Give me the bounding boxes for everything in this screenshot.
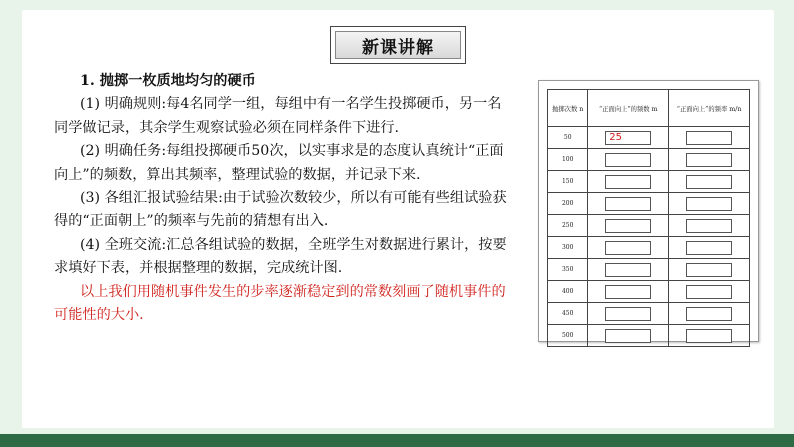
lesson-text xyxy=(54,70,514,327)
heads-frequency-input[interactable] xyxy=(686,241,732,255)
trials-cell: 500 xyxy=(548,325,588,347)
heads-count-input[interactable] xyxy=(605,175,651,189)
heads-frequency-input[interactable] xyxy=(686,175,732,189)
table-row xyxy=(548,325,750,347)
heads-count-input[interactable] xyxy=(605,153,651,167)
table-row xyxy=(548,215,750,237)
trials-cell: 100 xyxy=(548,149,588,171)
table-row xyxy=(548,281,750,303)
heads-frequency-input[interactable] xyxy=(686,197,732,211)
trials-cell: 250 xyxy=(548,215,588,237)
heads-count-input[interactable] xyxy=(605,197,651,211)
step-4-paragraph: (4) 全班交流:汇总各组试验的数据，全班学生对数据进行累计，按要求填好下表，并根据整理的数据，完成统计图. xyxy=(54,236,507,277)
table-row xyxy=(548,171,750,193)
heads-count-input[interactable] xyxy=(605,307,651,321)
heads-frequency-input[interactable] xyxy=(686,285,732,299)
conclusion-paragraph: 以上我们用随机事件发生的步率逐渐稳定到的常数刻画了随机事件的可能性的大小. xyxy=(54,283,506,324)
step-3-paragraph: (3) 各组汇报试验结果:由于试验次数较少，所以有可能有些组试验获得的“正面朝上”的频率与先前的猜想有出入. xyxy=(54,190,507,230)
trials-cell: 350 xyxy=(548,259,588,281)
heads-count-input[interactable] xyxy=(605,263,651,277)
heads-frequency-input[interactable] xyxy=(686,307,732,321)
trials-cell: 400 xyxy=(548,281,588,303)
heads-frequency-input[interactable] xyxy=(686,329,732,343)
slide-title: 新课讲解 xyxy=(335,31,461,59)
header-heads-count: “正面向上”的频数 m xyxy=(588,90,669,127)
table-row xyxy=(548,237,750,259)
table-row xyxy=(548,303,750,325)
heads-frequency-input[interactable] xyxy=(686,131,732,145)
trials-cell: 50 xyxy=(548,127,588,149)
trials-cell: 450 xyxy=(548,303,588,325)
heads-count-input[interactable] xyxy=(605,241,651,255)
trials-cell: 150 xyxy=(548,171,588,193)
table-header-row xyxy=(548,90,750,127)
heads-frequency-input[interactable] xyxy=(686,263,732,277)
step-2-paragraph: (2) 明确任务:每组投掷硬币50次，以实事求是的态度认真统计“正面向上”的频数，算出其频率，整理试验的数据，并记录下来. xyxy=(54,143,504,183)
trials-cell: 300 xyxy=(548,237,588,259)
header-heads-frequency: “正面向上”的频率 m/n xyxy=(669,90,750,127)
heads-count-input[interactable]: 25 xyxy=(605,131,651,145)
heads-frequency-input[interactable] xyxy=(686,219,732,233)
step-1-paragraph: (1) 明确规则:每4名同学一组，每组中有一名学生投掷硬币，另一名同学做记录，其余学生观察试验必须在同样条件下进行. xyxy=(54,96,502,136)
frequency-table xyxy=(547,89,750,347)
trials-cell: 200 xyxy=(548,193,588,215)
heads-count-input[interactable] xyxy=(605,219,651,233)
frequency-table-card xyxy=(538,80,759,342)
table-row xyxy=(548,193,750,215)
heads-count-input[interactable] xyxy=(605,285,651,299)
lesson-heading: 1. 抛掷一枚质地均匀的硬币 xyxy=(80,73,256,89)
header-trials: 抛掷次数 n xyxy=(548,90,588,127)
table-row xyxy=(548,149,750,171)
heads-count-input[interactable] xyxy=(605,329,651,343)
table-row xyxy=(548,259,750,281)
table-row xyxy=(548,127,750,149)
heads-frequency-input[interactable] xyxy=(686,153,732,167)
bottom-bar xyxy=(0,434,794,447)
title-box xyxy=(330,26,466,64)
